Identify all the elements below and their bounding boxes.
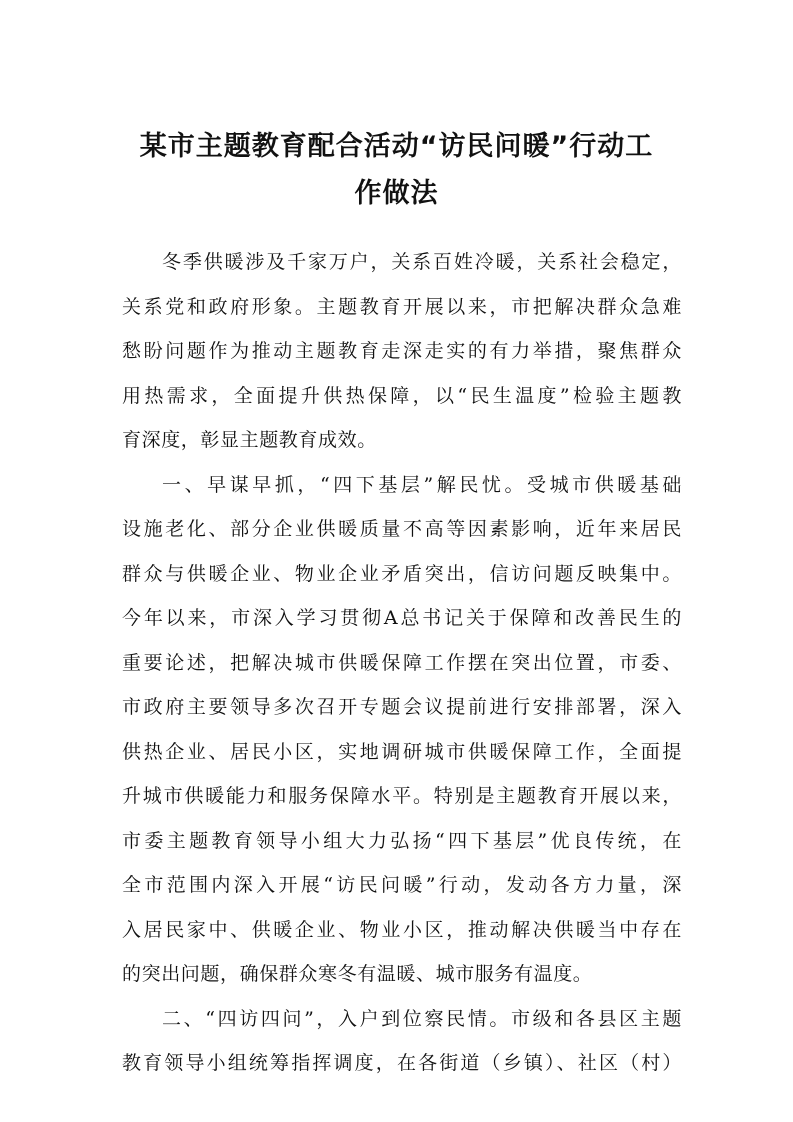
paragraph-line: 设施老化、部分企业供暖质量不高等因素影响，近年来居民 [122, 518, 682, 540]
paragraph-line: 愁盼问题作为推动主题教育走深走实的有力举措，聚焦群众 [122, 340, 682, 362]
paragraph-line: 一、早谋早抓，“四下基层”解民忧。受城市供暖基础 [162, 473, 682, 496]
paragraph-line: 教育领导小组统筹指挥调度，在各街道（乡镇）、社区（村） [122, 1052, 682, 1074]
title-line: 作做法 [354, 178, 439, 209]
paragraph-line: 的突出问题，确保群众寒冬有温暖、城市服务有温度。 [122, 963, 593, 985]
paragraph-line: 重要论述，把解决城市供暖保障工作摆在突出位置，市委、 [122, 651, 682, 674]
paragraph-line: 群众与供暖企业、物业企业矛盾突出，信访问题反映集中。 [122, 562, 682, 585]
paragraph-line: 冬季供暖涉及千家万户，关系百姓冷暖，关系社会稳定， [162, 251, 682, 273]
paragraph-line: 育深度，彰显主题教育成效。 [122, 429, 377, 451]
paragraph-line: 用热需求，全面提升供热保障，以“民生温度”检验主题教 [122, 384, 682, 407]
paragraph-line: 二、“四访四问”，入户到位察民情。市级和各县区主题 [162, 1007, 682, 1030]
paragraph-line: 入居民家中、供暖企业、物业小区，推动解决供暖当中存在 [122, 918, 682, 941]
paragraph-line: 供热企业、居民小区，实地调研城市供暖保障工作，全面提 [122, 740, 682, 763]
document-body [122, 240, 682, 1086]
paragraph-line: 全市范围内深入开展“访民问暖”行动，发动各方力量，深 [122, 874, 682, 896]
paragraph-line: 市政府主要领导多次召开专题会议提前进行安排部署，深入 [122, 696, 682, 718]
paragraph-line: 市委主题教育领导小组大力弘扬“四下基层”优良传统，在 [122, 829, 682, 852]
document-title [110, 123, 683, 217]
paragraph-line: 升城市供暖能力和服务保障水平。特别是主题教育开展以来， [122, 785, 682, 807]
paragraph-line: 今年以来，市深入学习贯彻A总书记关于保障和改善民生的 [122, 607, 682, 629]
paragraph-line: 关系党和政府形象。主题教育开展以来，市把解决群众急难 [122, 295, 682, 318]
title-line: 某市主题教育配合活动“访民问暖”行动工 [139, 131, 654, 162]
